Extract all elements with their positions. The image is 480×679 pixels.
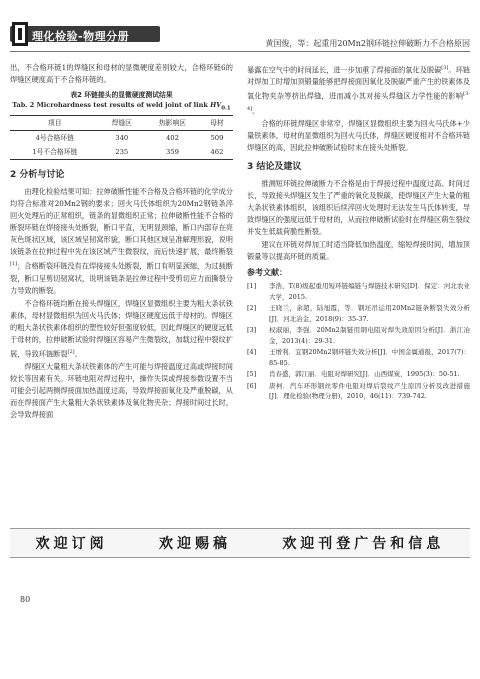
table-header-row bbox=[10, 116, 233, 131]
reference-number: [4] bbox=[247, 348, 257, 357]
journal-logo bbox=[10, 22, 160, 46]
section-2-heading: 2 分析与讨论 bbox=[10, 170, 65, 181]
right-para-top-text: 暴露在空气中的时间延长，进一步加重了焊接面的氧化及脱碳 bbox=[247, 65, 442, 75]
welcome-banner bbox=[10, 528, 470, 558]
table-cell: 359 bbox=[165, 148, 179, 157]
right-para-2: 合格的环链焊缝区非常窄，焊缝区显微组织主要为回火马氏体+少量铁素体，母材的显微组织为回火马氏体，焊缝区硬度相对不合格环链焊缝区的高，因此拉伸破断试验时未在接头处断裂。 bbox=[247, 119, 470, 153]
page-number: 80 bbox=[20, 595, 31, 604]
reference-text: 王晓兰，余超，陆旭霞，等．钢坯吊运用20Mn2链条断裂失效分析[J]．河北冶金，2018(9)：35-37. bbox=[269, 304, 470, 323]
left-para-1-tail: ；合格断裂环链没有在焊接接头处断裂，断口有明显颈缩，为过载断裂，断口呈剪切韧窝状，说明该链条是拉伸过程中受剪切应力而撕裂分力导致的断裂。 bbox=[10, 261, 233, 295]
left-column bbox=[10, 62, 233, 422]
table-cell: 462 bbox=[210, 148, 224, 157]
table-cell: 509 bbox=[210, 134, 224, 143]
citation: [3] bbox=[441, 65, 449, 71]
table-row bbox=[10, 131, 233, 146]
header-divider bbox=[10, 51, 470, 52]
table-header-cell: 母材 bbox=[210, 119, 224, 128]
banner-item-subscribe: 欢迎订阅 bbox=[35, 536, 108, 552]
right-para-4: 建议在环链对焊加工时适当降低加热温度，缩短焊接时间，增加顶锻量等以提高环链的质量。 bbox=[247, 240, 470, 262]
table-header-cell: 热影响区 bbox=[158, 119, 187, 128]
right-para-top bbox=[247, 62, 470, 117]
table-caption-cn: 表2 环链接头的显微硬度测试结果 bbox=[70, 91, 173, 99]
page-header bbox=[0, 0, 480, 62]
references-heading: 参考文献： bbox=[247, 268, 287, 278]
table-caption-en-unit-sub: 0.1 bbox=[221, 105, 231, 112]
table-header-cell: 焊缝区 bbox=[111, 119, 132, 128]
reference-number: [5] bbox=[247, 370, 257, 379]
reference-text: 肖春盛，郭江丽．电阻对焊研究[J]．山西煤炭，1995(3)：50-51. bbox=[269, 370, 460, 379]
banner-item-advertise: 欢迎刊登广告和信息 bbox=[282, 536, 445, 552]
left-para-2 bbox=[10, 298, 233, 360]
table-caption-en bbox=[10, 100, 233, 113]
left-para-1 bbox=[10, 186, 233, 296]
table-2 bbox=[10, 90, 233, 160]
table-cell: 402 bbox=[165, 134, 179, 143]
reference-text: 王增利．宜钢20Mn2钢环链失效分析[J]．中国金属通报，2017(7)：85-85. bbox=[269, 348, 470, 367]
section-3-heading: 3 结论及建议 bbox=[247, 162, 302, 173]
right-para-top-end: 。 bbox=[252, 106, 260, 116]
reference-number: [3] bbox=[247, 326, 257, 335]
table-header-cell: 项目 bbox=[47, 119, 62, 128]
table-caption-en-unit: HV bbox=[210, 101, 222, 109]
banner-item-submit: 欢迎赐稿 bbox=[158, 536, 231, 552]
citation: [3-4] bbox=[247, 91, 470, 112]
reference-item bbox=[247, 381, 470, 402]
reference-text: 唐柯．汽车环形钢丝零件电阻对焊后裂纹产生原因分析及改进措施[J]．理化检验(物理分册)，2010，46(11)：739-742. bbox=[269, 381, 470, 401]
reference-number: [6] bbox=[247, 381, 257, 390]
table-cell: 1号不合格环链 bbox=[32, 148, 78, 157]
table-caption-en-text: Tab. 2 Microhardness test results of weld joint of link bbox=[12, 101, 208, 109]
reference-item bbox=[247, 281, 470, 302]
citation: [1] bbox=[10, 261, 18, 268]
left-para-1-text: 由理化检验结果可知：拉伸破断性能不合格及合格环链的化学成分均符合标准对20Mn2钢的要求；回火马氏体组织为20Mn2钢链条淬回火处理后的正常组织，链条的显微组织正常；拉伸破断性能不合格的断裂环链在焊接接头处断裂，断口平直，无明显颈缩，断口内部存在亮灰色斑状区域，该区域呈韧窝形貌，断口其他区域呈准解理形貌，说明该链条在拉伸过程中先在该区域产生微裂纹，而后快速扩展，最终断裂 bbox=[10, 187, 233, 257]
left-para-2-text: 不合格环链均断在接头焊缝区，焊缝区显微组织主要为粗大条状铁素体，母材显微组织为回火马氏体；焊缝区硬度远低于母材的。焊缝区的粗大条状铁素体组织的塑性较好但强度较低，因此焊缝区的硬度远低于母材的，拉伸破断试验时焊缝区容易产生微裂纹，加载过程中裂纹扩展，导致环链断裂 bbox=[10, 298, 233, 359]
left-para-top: 出，不合格环链1的焊缝区和母材的显微硬度差别较大，合格环链6的焊缝区硬度高于不合格环链的。 bbox=[10, 63, 233, 84]
reference-list bbox=[247, 281, 470, 402]
reference-item bbox=[247, 369, 470, 380]
reference-number: [1] bbox=[247, 282, 257, 291]
right-para-3: 推测短环链拉伸破断力不合格是由于焊接过程中温度过高、时间过长，导致接头焊缝区发生了严重的氧化及脱碳，使焊缝区产生大量的粗大条状铁素体组织，该组织后续淬回火处理时无法发生马氏体转变，导致焊缝区的强度远低于母材的，从而拉伸破断试验时在焊缝区萌生裂纹并发生低载荷脆性断裂。 bbox=[247, 179, 470, 237]
reference-number: [2] bbox=[247, 304, 257, 313]
table-cell: 235 bbox=[115, 148, 129, 157]
reference-item bbox=[247, 303, 470, 324]
right-column bbox=[247, 62, 470, 403]
right-para-top-tail: 。环链对焊加工时增加顶锻量能够把焊接面因氧化及脱碳严重产生的铁素体及氧化物夹杂等挤出焊缝，进而减小其对接头焊缝区力学性能的影响 bbox=[247, 65, 470, 101]
left-para-3: 焊缝区大量粗大条状铁素体的产生可能与焊接温度过高或焊接时间较长等因素有关。环链电阻对焊过程中，操作失误或焊接参数设置不当可能会引起两侧焊接面加热温度过高，导致焊接面氧化及严重脱碳，从而在焊接面产生大量粗大条状铁素体及氧化物夹杂；焊接时间过长时，会导致焊接面 bbox=[10, 362, 233, 420]
running-head: 黄国俊，等：起重用20Mn2钢环链拉伸破断力不合格原因 bbox=[265, 39, 470, 48]
table-cell: 4号合格环链 bbox=[35, 134, 74, 143]
reference-text: 李浩，T(8)级起重用短环链编链与焊链技术研究[D]．保定：河北农业大学，2015. bbox=[269, 282, 470, 301]
journal-logo-text: 理化检验-物理分册 bbox=[32, 30, 130, 43]
left-para-2-tail: 。 bbox=[74, 349, 82, 359]
reference-text: 权淑丽，李强．20Mn2制链用钢电阻对焊失效原因分析[J]．浙江冶金，2013(4)：29-31. bbox=[269, 326, 470, 345]
hardness-table bbox=[10, 115, 233, 160]
table-cell: 340 bbox=[115, 134, 129, 143]
citation: [2] bbox=[67, 348, 75, 355]
table-row bbox=[10, 145, 233, 160]
reference-item bbox=[247, 325, 470, 346]
reference-item bbox=[247, 347, 470, 368]
